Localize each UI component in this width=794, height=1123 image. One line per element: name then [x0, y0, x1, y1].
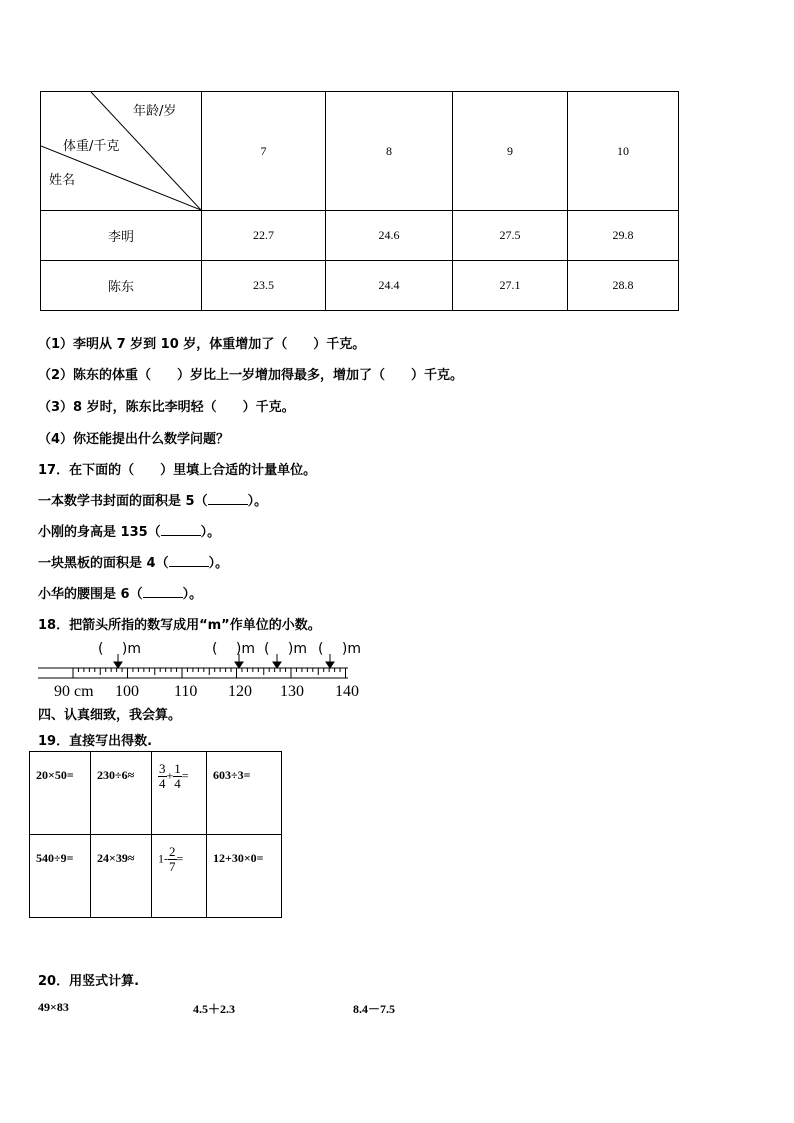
answer-blank[interactable] — [169, 554, 209, 567]
row-name: 李明 — [41, 211, 202, 261]
fraction: $\frac{2}{7}$ — [169, 844, 176, 874]
tick-label: 140 — [335, 683, 359, 700]
table-row — [41, 211, 679, 261]
question-20-title: 20．用竖式计算. — [38, 974, 140, 989]
tick-label: 130 — [280, 683, 304, 700]
answer-paren[interactable]: ( )m — [264, 641, 308, 657]
item-prefix: 小刚的身高是 135（ — [38, 525, 161, 540]
ruler-ticks — [73, 668, 346, 678]
row-name: 陈东 — [41, 261, 202, 311]
weight-value: 27.5 — [453, 211, 568, 261]
vertical-calc-item: 49×83 — [38, 1000, 69, 1014]
weight-value: 29.8 — [568, 211, 679, 261]
arrow-icons — [114, 654, 334, 668]
answer-blank[interactable] — [143, 585, 183, 598]
weight-table — [40, 91, 679, 311]
question-16-1: （1）李明从 7 岁到 10 岁，体重增加了（ ）千克。 — [38, 337, 366, 352]
weight-value: 24.6 — [326, 211, 453, 261]
calc-cell: 24×39≈ — [91, 835, 152, 918]
item-prefix: 一块黑板的面积是 4（ — [38, 556, 169, 571]
calc-cell-fraction: $\frac{3}{4}$ + $\frac{1}{4}$ = — [152, 752, 207, 835]
question-17-item — [38, 521, 220, 540]
tick-label: 120 — [228, 683, 252, 700]
calc-table — [29, 751, 282, 918]
vertical-calc-item: 4.5＋2.3 — [193, 1002, 236, 1016]
fraction: $\frac{3}{4}$ — [159, 761, 166, 791]
answer-paren[interactable]: ( )m — [98, 641, 142, 657]
calc-cell: 603÷3= — [207, 752, 282, 835]
weight-value: 28.8 — [568, 261, 679, 311]
diagonal-header-cell — [41, 92, 202, 211]
answer-paren[interactable]: ( )m — [212, 641, 256, 657]
item-suffix: ）。 — [208, 556, 229, 571]
age-header: 7 — [202, 92, 326, 211]
tick-label: 110 — [174, 683, 198, 700]
age-header: 8 — [326, 92, 453, 211]
answer-paren[interactable]: ( )m — [318, 641, 362, 657]
item-suffix: ）。 — [200, 525, 221, 540]
weight-value: 27.1 — [453, 261, 568, 311]
item-suffix: ）。 — [182, 587, 203, 602]
section-4-heading: 四、认真细致，我会算。 — [38, 708, 182, 723]
calc-cell: 230÷6≈ — [91, 752, 152, 835]
table-row — [30, 752, 282, 835]
answer-blank[interactable] — [161, 523, 201, 536]
calc-cell-fraction: 1- $\frac{2}{7}$ = — [152, 835, 207, 918]
age-header: 10 — [568, 92, 679, 211]
weight-value: 22.7 — [202, 211, 326, 261]
table-row — [41, 261, 679, 311]
calc-cell: 12+30×0= — [207, 835, 282, 918]
weight-value: 24.4 — [326, 261, 453, 311]
item-prefix: 小华的腰围是 6（ — [38, 587, 143, 602]
item-prefix: 一本数学书封面的面积是 5（ — [38, 494, 208, 509]
header-age: 年龄/岁 — [133, 104, 177, 119]
answer-blank[interactable] — [208, 492, 248, 505]
question-17-item — [38, 490, 267, 509]
question-16-4: （4）你还能提出什么数学问题？ — [38, 432, 230, 447]
tick-label: 100 — [115, 683, 139, 700]
table-row — [30, 835, 282, 918]
question-18-title: 18．把箭头所指的数写成用“m”作单位的小数。 — [38, 618, 321, 633]
item-suffix: ）。 — [247, 494, 268, 509]
header-weight: 体重/千克 — [63, 139, 120, 154]
calc-cell: 20×50= — [30, 752, 91, 835]
age-header: 9 — [453, 92, 568, 211]
calc-cell: 540÷9= — [30, 835, 91, 918]
question-19-title: 19．直接写出得数. — [38, 734, 153, 749]
weight-value: 23.5 — [202, 261, 326, 311]
fraction: $\frac{1}{4}$ — [174, 761, 181, 791]
question-16-3: （3）8 岁时，陈东比李明轻（ ）千克。 — [38, 400, 295, 415]
tick-label: 90 cm — [54, 683, 94, 700]
question-16-2: （2）陈东的体重（ ）岁比上一岁增加得最多，增加了（ ）千克。 — [38, 368, 464, 383]
question-17-title: 17．在下面的（ ）里填上合适的计量单位。 — [38, 463, 317, 478]
question-17-item — [38, 583, 202, 602]
ruler-figure — [38, 636, 368, 702]
vertical-calc-item: 8.4－7.5 — [353, 1002, 396, 1016]
question-17-item — [38, 552, 228, 571]
header-name: 姓名 — [49, 173, 76, 188]
